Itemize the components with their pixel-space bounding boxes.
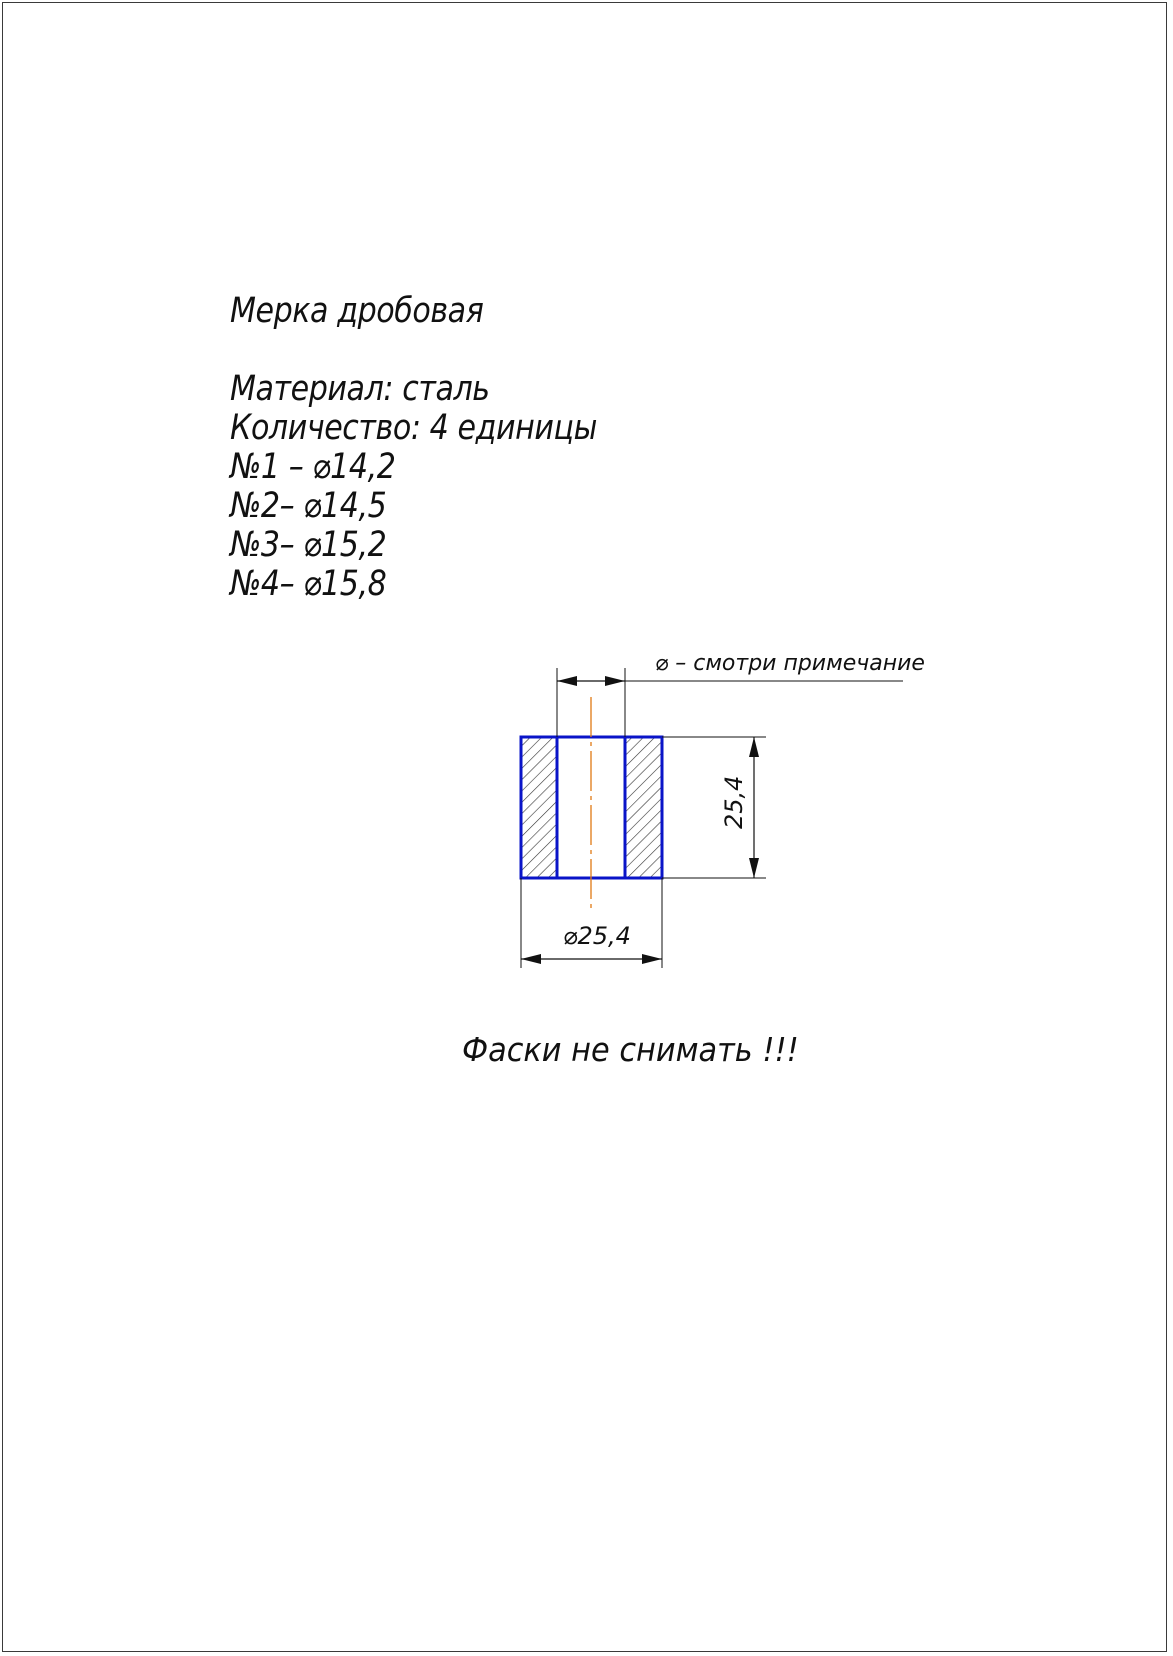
spec-item-4: №4– ⌀15,8 bbox=[230, 564, 387, 604]
outer-diameter-label: ⌀25,4 bbox=[563, 922, 631, 950]
spec-material: Материал: сталь bbox=[230, 369, 490, 409]
height-label: 25,4 bbox=[720, 775, 748, 829]
right-wall-hatch bbox=[625, 737, 662, 878]
chamfer-note: Фаски не снимать !!! bbox=[462, 1030, 799, 1069]
part-title: Мерка дробовая bbox=[230, 291, 484, 331]
bore-note-label: ⌀ – смотри примечание bbox=[655, 651, 925, 676]
left-wall-hatch bbox=[521, 737, 557, 878]
spec-quantity: Количество: 4 единицы bbox=[230, 408, 597, 448]
spec-item-1: №1 – ⌀14,2 bbox=[230, 447, 396, 487]
spec-item-2: №2– ⌀14,5 bbox=[230, 486, 387, 526]
spec-item-3: №3– ⌀15,2 bbox=[230, 525, 387, 565]
